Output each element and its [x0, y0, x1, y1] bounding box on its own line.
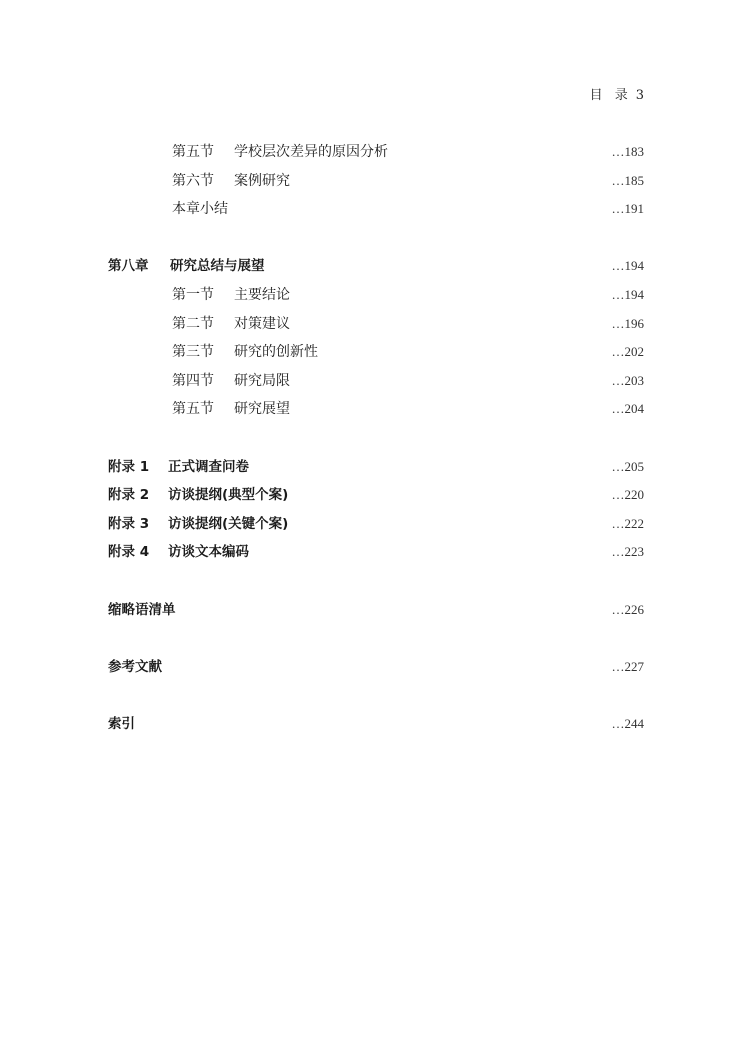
toc-entry-page: …183 [611, 144, 644, 159]
appendix-label: 附录 4 [108, 544, 150, 561]
appendix-title: 访谈文本编码 [168, 544, 249, 561]
toc-entry-page: …227 [611, 658, 644, 674]
toc-entry-title: 研究的创新性 [234, 344, 318, 361]
toc-appendix-entry[interactable] [108, 453, 644, 482]
toc-entry-title: 学校层次差异的原因分析 [234, 144, 388, 160]
toc-entry-page: …203 [611, 372, 644, 388]
toc-entry-title: 研究局限 [234, 372, 290, 389]
appendix-title: 访谈提纲(关键个案) [168, 515, 289, 532]
toc-entry-label: 第六节 [172, 172, 214, 189]
toc-entry-page: …202 [611, 344, 644, 360]
toc-entry-page: …226 [611, 601, 644, 617]
toc-entry-title: 本章小结 [172, 201, 228, 218]
header-label: 目 录 [589, 88, 632, 103]
spacer [108, 424, 644, 453]
toc-entry[interactable] [108, 281, 644, 310]
toc-appendix-entry[interactable] [108, 538, 644, 567]
toc-entry[interactable] [108, 395, 644, 424]
abbreviations-title: 缩略语清单 [108, 601, 176, 618]
toc-index-entry[interactable] [108, 710, 644, 739]
toc-entry[interactable] [108, 195, 644, 224]
chapter-label: 第八章 [108, 258, 149, 275]
toc-entry-page: …205 [611, 458, 644, 474]
toc-entry-page: …194 [611, 258, 644, 274]
toc-entry-title: 案例研究 [234, 172, 290, 189]
header-page-number: 3 [635, 88, 644, 103]
appendix-title: 访谈提纲(典型个案) [168, 487, 289, 504]
appendix-label: 附录 3 [108, 515, 150, 532]
appendix-label: 附录 2 [108, 487, 150, 504]
toc-entry-label: 第五节 [172, 144, 214, 160]
appendix-title: 正式调查问卷 [168, 458, 249, 475]
spacer [108, 224, 644, 253]
toc-entry-label: 第一节 [172, 286, 214, 303]
table-of-contents [108, 138, 644, 738]
toc-entry[interactable] [108, 338, 644, 367]
references-title: 参考文献 [108, 658, 162, 675]
toc-entry-page: …191 [611, 201, 644, 217]
running-header [590, 84, 644, 103]
toc-entry-page: …220 [611, 487, 644, 503]
spacer [108, 681, 644, 710]
spacer [108, 624, 644, 653]
toc-entry[interactable] [108, 310, 644, 339]
toc-entry-title: 主要结论 [234, 286, 290, 303]
toc-entry-title: 对策建议 [234, 315, 290, 332]
chapter-title: 研究总结与展望 [170, 258, 265, 275]
toc-abbreviations-entry[interactable] [108, 596, 644, 625]
toc-entry-label: 第三节 [172, 344, 214, 361]
spacer [108, 567, 644, 596]
toc-entry-page: …223 [611, 544, 644, 560]
index-title: 索引 [108, 715, 135, 732]
toc-entry-page: …204 [611, 401, 644, 417]
toc-entry-label: 第五节 [172, 401, 214, 418]
toc-references-entry[interactable] [108, 653, 644, 682]
toc-entry-page: …244 [611, 715, 644, 731]
toc-entry-page: …194 [611, 286, 644, 302]
toc-chapter-entry[interactable] [108, 252, 644, 281]
toc-entry-page: …222 [611, 515, 644, 531]
toc-entry-title: 研究展望 [234, 401, 290, 418]
appendix-label: 附录 1 [108, 458, 150, 475]
toc-entry-label: 第二节 [172, 315, 214, 332]
toc-entry-page: …185 [611, 172, 644, 188]
toc-entry[interactable] [108, 167, 644, 196]
toc-appendix-entry[interactable] [108, 481, 644, 510]
toc-entry[interactable] [108, 367, 644, 396]
toc-entry-label: 第四节 [172, 372, 214, 389]
toc-entry[interactable] [108, 138, 644, 167]
toc-entry-page: …196 [611, 315, 644, 331]
toc-appendix-entry[interactable] [108, 510, 644, 539]
